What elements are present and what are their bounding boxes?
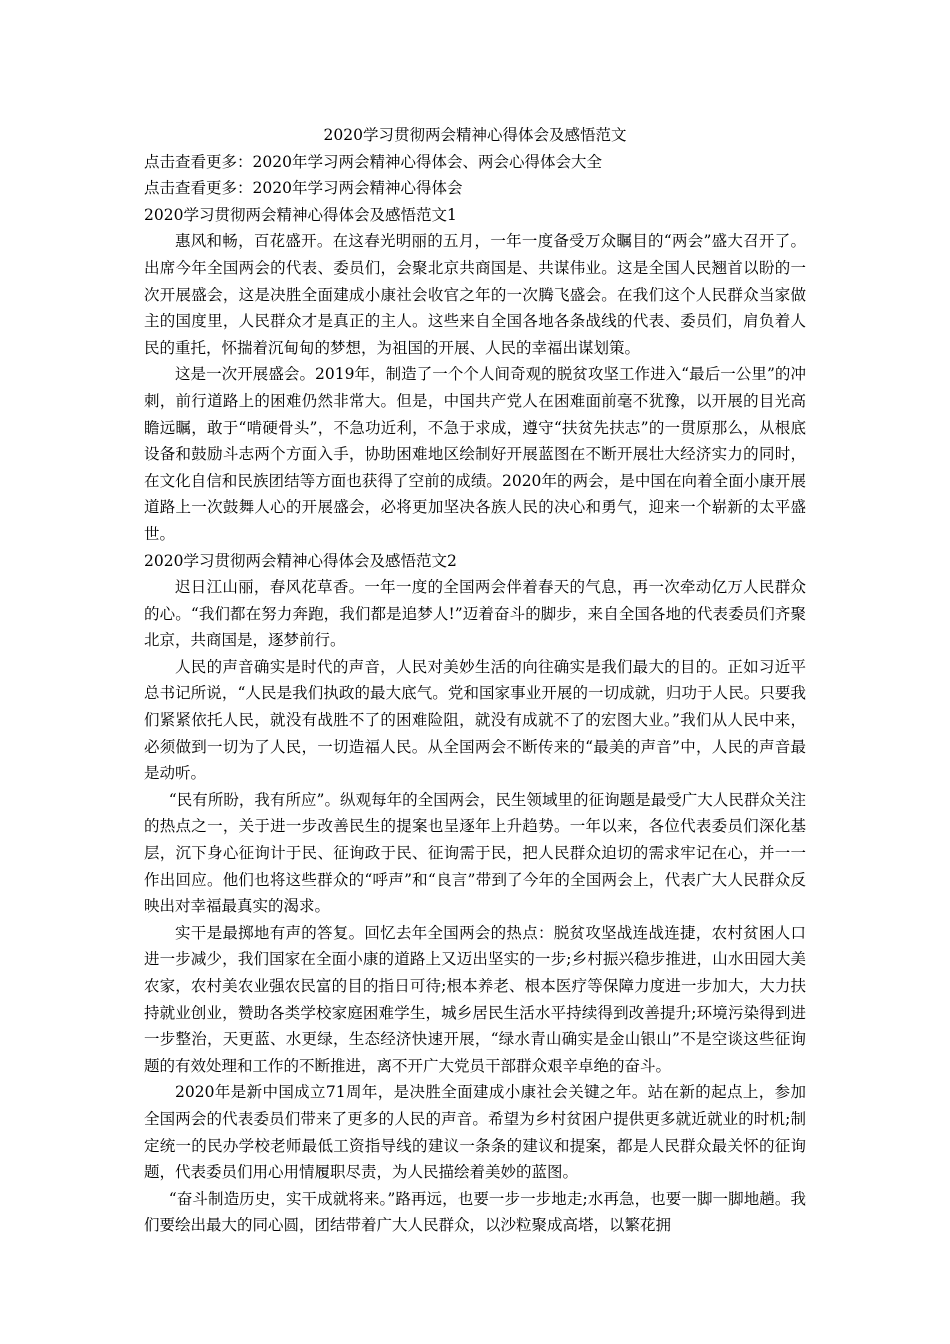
more-link-2[interactable]	[144, 175, 806, 202]
section-heading-1: 2020学习贯彻两会精神心得体会及感悟范文1	[144, 205, 457, 224]
paragraph: “奋斗制造历史，实干成就将来。”路再远，也要一步一步地走;水再急，也要一脚一脚地趟。我们要绘出最大的同心圆，团结带着广大人民群众，以沙粒聚成高塔，以繁花拥	[144, 1189, 806, 1235]
more-link-1[interactable]	[144, 149, 806, 176]
more-link-1-text[interactable]: 点击查看更多：2020年学习两会精神心得体会、两会心得体会大全	[144, 152, 602, 171]
paragraph: 实干是最掷地有声的答复。回忆去年全国两会的热点：脱贫攻坚战连战连捷，农村贫困人口进一步减少，我们国家在全面小康的道路上又迈出坚实的一步;乡村振兴稳步推进，山水田园大美农家，农村美农业强农民富的目的指日可待;根本养老、根本医疗等保障力度进一步加大，大力扶持就业创业，赞助各类学校家庭困难学生，城乡居民生活水平持续得到改善提升;环境污染得到进一步整治，天更蓝、水更绿，生态经济快速开展，“绿水青山确实是金山银山”不是空谈这些征询题的有效处理和工作的不断推进，离不开广大党员干部群众艰辛卓绝的奋斗。	[144, 923, 806, 1075]
document-title: 2020学习贯彻两会精神心得体会及感悟范文	[323, 126, 627, 144]
more-link-2-text[interactable]: 点击查看更多：2020年学习两会精神心得体会	[144, 179, 463, 198]
document-page	[144, 122, 806, 1239]
paragraph: 迟日江山丽，春风花草香。一年一度的全国两会伴着春天的气息，再一次牵动亿万人民群众的心。“我们都在努力奔跑，我们都是追梦人!”迈着奋斗的脚步，来自全国各地的代表委员们齐聚北京，共商国是，逐梦前行。	[144, 578, 806, 650]
paragraph: “民有所盼，我有所应”。纵观每年的全国两会，民生领域里的征询题是最受广大人民群众关注的热点之一，关于进一步改善民生的提案也呈逐年上升趋势。一年以来，各位代表委员们深化基层，沉下身心征询计于民、征询政于民、征询需于民，把人民群众迫切的需求牢记在心，并一一作出回应。他们也将这些群众的“呼声”和“良言”带到了今年的全国两会上，代表广大人民群众反映出对幸福最真实的渴求。	[144, 790, 806, 916]
paragraph: 2020年是新中国成立71周年，是决胜全面建成小康社会关键之年。站在新的起点上，参加全国两会的代表委员们带来了更多的人民的声音。希望为乡村贫困户提供更多就近就业的时机;制定统一的民办学校老师最低工资指导线的建议一条条的建议和提案，都是人民群众最关怀的征询题，代表委员们用心用情履职尽责，为人民描绘着美妙的蓝图。	[144, 1083, 806, 1182]
section-heading-2: 2020学习贯彻两会精神心得体会及感悟范文2	[144, 551, 457, 570]
paragraph: 这是一次开展盛会。2019年，制造了一个个人间奇观的脱贫攻坚工作进入“最后一公里”的冲刺，前行道路上的困难仍然非常大。但是，中国共产党人在困难面前毫不犹豫，以开展的目光高瞻远瞩，敢于“啃硬骨头”，不急功近利，不急于求成，遵守“扶贫先扶志”的一贯原那么，从根底设备和鼓励斗志两个方面入手，协助困难地区绘制好开展蓝图在不断开展壮大经济实力的同时，在文化自信和民族团结等方面也获得了空前的成绩。2020年的两会，是中国在向着全面小康开展道路上一次鼓舞人心的开展盛会，必将更加坚决各族人民的决心和勇气，迎来一个崭新的太平盛世。	[144, 365, 806, 543]
paragraph: 惠风和畅，百花盛开。在这春光明丽的五月，一年一度备受万众瞩目的“两会”盛大召开了。出席今年全国两会的代表、委员们，会聚北京共商国是、共谋伟业。这是全国人民翘首以盼的一次开展盛会，这是决胜全面建成小康社会收官之年的一次腾飞盛会。在我们这个人民群众当家做主的国度里，人民群众才是真正的主人。这些来自全国各地各条战线的代表、委员们，肩负着人民的重托，怀揣着沉甸甸的梦想，为祖国的开展、人民的幸福出谋划策。	[144, 232, 806, 357]
paragraph: 人民的声音确实是时代的声音，人民对美妙生活的向往确实是我们最大的目的。正如习近平总书记所说，“人民是我们执政的最大底气。党和国家事业开展的一切成就，归功于人民。只要我们紧紧依托人民，就没有战胜不了的困难险阻，就没有成就不了的宏图大业。”我们从人民中来，必须做到一切为了人民，一切造福人民。从全国两会不断传来的“最美的声音”中，人民的声音最是动听。	[144, 657, 806, 783]
